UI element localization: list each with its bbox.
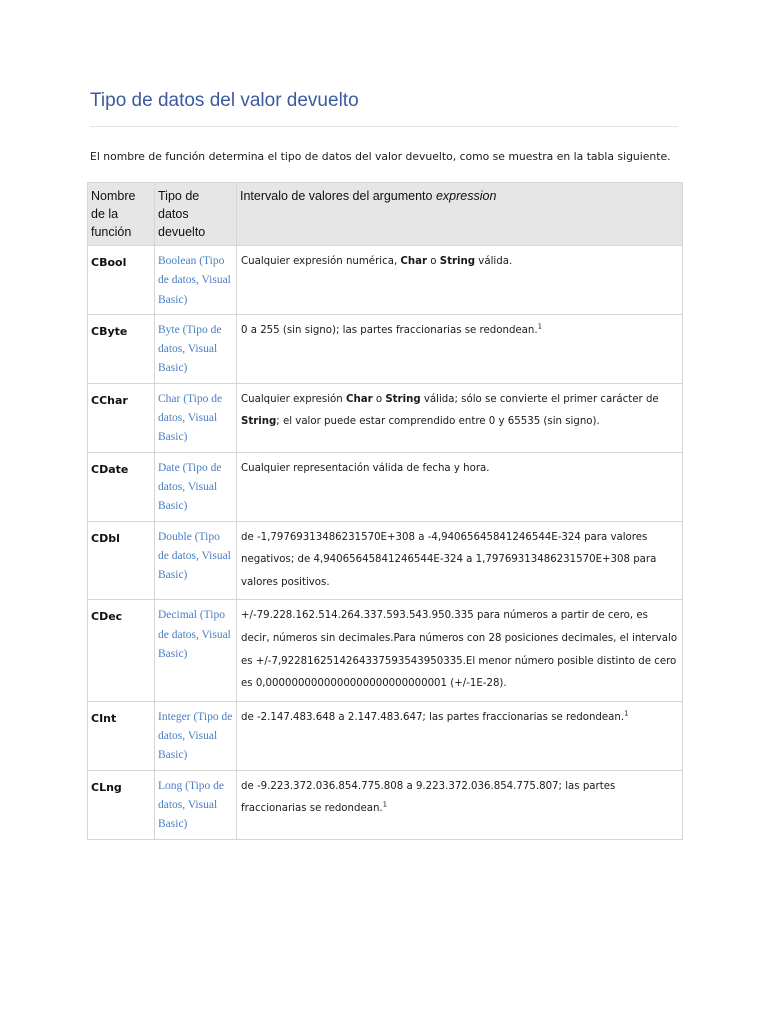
range-text: de -1,79769313486231570E+308 a -4,94065645841246544E-324 para valores negativos; de 4,94065645841246544E-324 a 1,79769313486231570E+308 para valores positivos. bbox=[241, 531, 657, 588]
table-header-row bbox=[88, 183, 683, 246]
value-range-cell bbox=[237, 701, 683, 770]
return-type-cell bbox=[155, 246, 237, 315]
header-value-range bbox=[237, 183, 683, 246]
function-name-cell: CChar bbox=[88, 383, 155, 452]
data-type-link[interactable]: Char (Tipo de datos, Visual Basic) bbox=[158, 392, 223, 444]
value-range-cell bbox=[237, 521, 683, 600]
keyword-text: String bbox=[241, 416, 277, 428]
table-row bbox=[88, 452, 683, 521]
table-body bbox=[88, 246, 683, 840]
return-type-cell bbox=[155, 600, 237, 701]
range-text: o bbox=[372, 393, 386, 405]
value-range-cell bbox=[237, 246, 683, 315]
data-type-link[interactable]: Double (Tipo de datos, Visual Basic) bbox=[158, 530, 231, 582]
data-type-link[interactable]: Decimal (Tipo de datos, Visual Basic) bbox=[158, 609, 231, 660]
section-heading: Tipo de datos del valor devuelto bbox=[90, 90, 359, 111]
function-name-cell: CInt bbox=[88, 701, 155, 770]
table-row bbox=[88, 600, 683, 701]
return-type-cell bbox=[155, 770, 237, 839]
header-range-argument: expression bbox=[435, 189, 497, 203]
range-text: Cualquier expresión bbox=[241, 393, 346, 405]
return-type-cell bbox=[155, 701, 237, 770]
table-row bbox=[88, 521, 683, 600]
range-text: ; el valor puede estar comprendido entre 0 y 65535 (sin signo). bbox=[276, 416, 600, 428]
keyword-text: String bbox=[439, 256, 476, 267]
keyword-text: String bbox=[385, 393, 421, 405]
data-type-link[interactable]: Integer (Tipo de datos, Visual Basic) bbox=[158, 710, 233, 762]
value-range-cell bbox=[237, 383, 683, 452]
return-type-cell bbox=[155, 314, 237, 383]
value-range-cell bbox=[237, 770, 683, 839]
range-text: válida. bbox=[475, 256, 513, 267]
function-name-cell: CLng bbox=[88, 770, 155, 839]
intro-paragraph: El nombre de función determina el tipo de datos del valor devuelto, como se muestra en la tabla siguiente. bbox=[90, 150, 671, 163]
value-range-cell bbox=[237, 600, 683, 701]
table-row bbox=[88, 246, 683, 315]
footnote-marker: 1 bbox=[537, 322, 543, 331]
function-name-cell: CDbl bbox=[88, 521, 155, 600]
function-name-cell: CByte bbox=[88, 314, 155, 383]
footnote-marker: 1 bbox=[382, 800, 388, 809]
table-row bbox=[88, 383, 683, 452]
function-name-cell: CDate bbox=[88, 452, 155, 521]
range-text: de -2.147.483.648 a 2.147.483.647; las partes fraccionarias se redondean. bbox=[241, 711, 625, 723]
return-type-cell bbox=[155, 383, 237, 452]
table-row bbox=[88, 314, 683, 383]
range-text: Cualquier expresión numérica, bbox=[241, 256, 401, 267]
range-text: o bbox=[427, 256, 440, 267]
range-text: 0 a 255 (sin signo); las partes fraccionarias se redondean. bbox=[241, 324, 538, 336]
range-text: Cualquier representación válida de fecha y hora. bbox=[241, 462, 490, 474]
keyword-text: Char bbox=[345, 393, 373, 405]
table-row bbox=[88, 701, 683, 770]
footnote-marker: 1 bbox=[624, 709, 629, 718]
data-type-link[interactable]: Date (Tipo de datos, Visual Basic) bbox=[158, 461, 222, 513]
value-range-cell bbox=[237, 314, 683, 383]
header-function-name: Nombre de la función bbox=[88, 183, 155, 246]
data-type-link[interactable]: Boolean (Tipo de datos, Visual Basic) bbox=[158, 255, 231, 306]
function-name-cell: CDec bbox=[88, 600, 155, 701]
table-row bbox=[88, 770, 683, 839]
function-name-cell: CBool bbox=[88, 246, 155, 315]
header-return-type: Tipo de datos devuelto bbox=[155, 183, 237, 246]
return-type-cell bbox=[155, 521, 237, 600]
data-type-link[interactable]: Byte (Tipo de datos, Visual Basic) bbox=[158, 323, 222, 375]
range-text: de -9.223.372.036.854.775.808 a 9.223.372.036.854.775.807; las partes fraccionarias se redondean. bbox=[241, 780, 616, 815]
conversion-functions-table bbox=[87, 182, 683, 840]
heading-divider bbox=[90, 126, 678, 127]
return-type-cell bbox=[155, 452, 237, 521]
range-text: +/-79.228.162.514.264.337.593.543.950.335 para números a partir de cero, es decir, números sin decimales.Para números con 28 posiciones decimales, el intervalo es +/-7,9228162514264337593543950335.El menor número posible distinto de cero es 0,0000000000000000000000000001 (+/-1E-28). bbox=[241, 610, 678, 690]
keyword-text: Char bbox=[400, 256, 428, 267]
value-range-cell bbox=[237, 452, 683, 521]
range-text: válida; sólo se convierte el primer carácter de bbox=[420, 393, 659, 405]
header-range-label: Intervalo de valores del argumento bbox=[240, 189, 436, 203]
data-type-link[interactable]: Long (Tipo de datos, Visual Basic) bbox=[158, 779, 225, 831]
